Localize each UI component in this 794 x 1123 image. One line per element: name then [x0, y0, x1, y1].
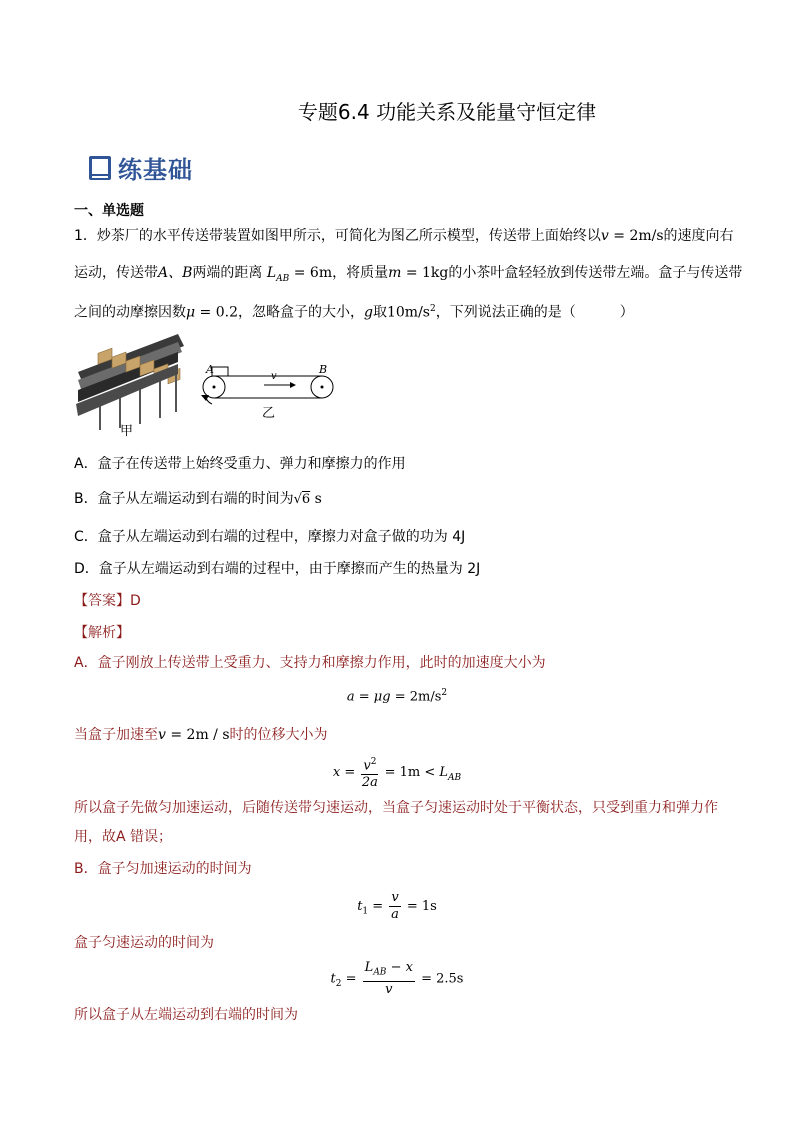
part-label: 一、单选题	[74, 203, 144, 219]
equation-4: $t_2$ = $\frac{L_{AB} - x}{v}$ = 2.5s	[330, 960, 464, 997]
figure-label-a: A	[206, 363, 214, 376]
figure-label-yi: 乙	[262, 406, 276, 421]
analysis-a2: 当盒子加速至v = 2m / s时的位移大小为	[74, 727, 328, 743]
section-header-label: 练基础	[118, 156, 193, 184]
analysis-b1: B．盒子匀加速运动的时间为	[74, 861, 252, 877]
question-line-3: 之间的动摩擦因数μ = 0.2，忽略盒子的大小，g取$10m/s^2$，下列说法正确的是（ ）	[74, 304, 634, 321]
answer-line: 【答案】D	[74, 593, 141, 609]
figure-label-v: v	[271, 371, 277, 382]
figure-label-jia: 甲	[120, 424, 134, 439]
question-line-2: 运动，传送带A、B两端的距离 $L_{AB} = 6m$，将质量m = 1kg的小茶叶盒轻轻放到传送带左端。盒子与传送带	[74, 265, 743, 284]
option-c: C．盒子从左端运动到右端的过程中，摩擦力对盒子做的功为 4J	[74, 529, 466, 545]
section-header	[88, 150, 193, 185]
option-b: B．盒子从左端运动到右端的时间为√6 s	[74, 491, 322, 507]
equation-3: $t_1$ = $\frac{v}{a}$ = 1s	[357, 890, 437, 922]
analysis-a4: 用，故A 错误；	[74, 829, 173, 845]
analysis-b3: 所以盒子从左端运动到右端的时间为	[74, 1007, 298, 1023]
analysis-a3: 所以盒子先做匀加速运动，后随传送带匀速运动，当盒子匀速运动时处于平衡状态，只受到重力和弹力作	[74, 800, 718, 816]
equation-2: x = $\frac{v^2}{2a}$ = $1m < L_{AB}$	[0, 754, 794, 791]
analysis-label: 【解析】	[74, 625, 130, 641]
option-d: D．盒子从左端运动到右端的过程中，由于摩擦而产生的热量为 2J	[74, 561, 481, 577]
option-a: A．盒子在传送带上始终受重力、弹力和摩擦力的作用	[74, 456, 406, 472]
book-icon	[88, 155, 112, 181]
page-title: 专题6.4 功能关系及能量守恒定律	[297, 100, 597, 124]
equation-1: $a = \mu g = 2m/s^2$	[346, 688, 448, 705]
question-line-1: 1．炒茶厂的水平传送带装置如图甲所示，可简化为图乙所示模型，传送带上面始终以v = 2m/s的速度向右	[74, 228, 734, 244]
analysis-a1: A．盒子刚放上传送带上受重力、支持力和摩擦力作用，此时的加速度大小为	[74, 655, 546, 671]
figure-label-b: B	[319, 363, 328, 376]
analysis-b2: 盒子匀速运动的时间为	[74, 935, 214, 951]
